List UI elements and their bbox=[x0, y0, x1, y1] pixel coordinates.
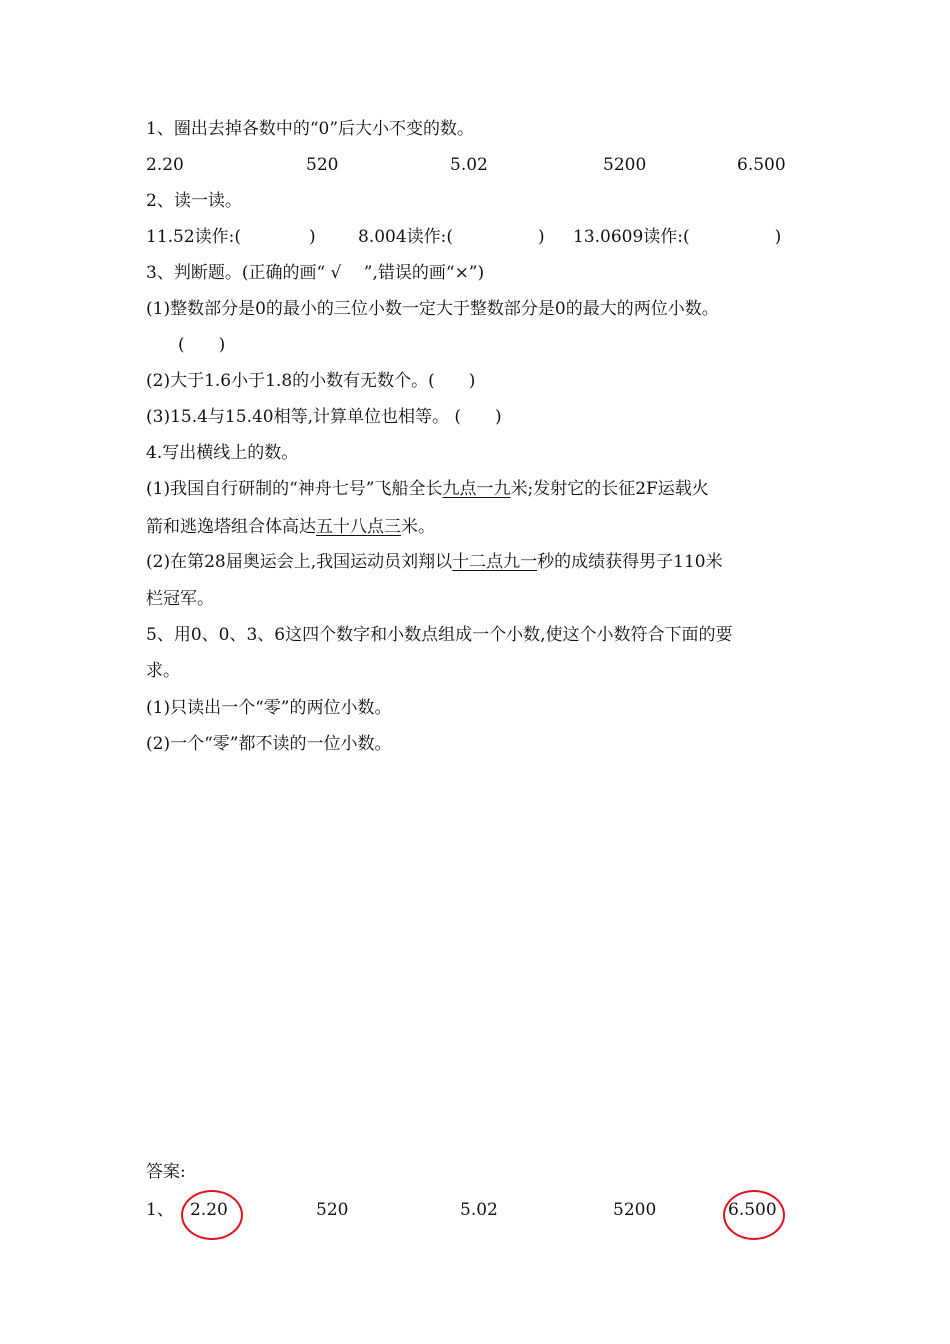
text: 米;发射它的长征2F运载火 bbox=[510, 479, 709, 499]
text: (2)在第28届奥运会上,我国运动员刘翔以 bbox=[146, 552, 453, 572]
q4-paragraph-2-line-1 bbox=[146, 551, 723, 573]
q3-title: 3、判断题。(正确的画“ √ ”,错误的画“×”) bbox=[146, 263, 485, 283]
q3-statement-2: (2)大于1.6小于1.8的小数有无数个。( ) bbox=[146, 371, 476, 391]
q5-requirement-2: (2)一个“零”都不读的一位小数。 bbox=[146, 734, 392, 754]
answer-title: 答案: bbox=[146, 1162, 186, 1182]
q4-paragraph-1-line-2 bbox=[146, 516, 435, 538]
answer-number-4: 5200 bbox=[613, 1200, 657, 1220]
q3-answer-paren: ( ) bbox=[178, 335, 226, 355]
q1-number-4: 5200 bbox=[603, 155, 647, 175]
q5-requirement-1: (1)只读出一个“零”的两位小数。 bbox=[146, 698, 392, 718]
answer-number-2: 520 bbox=[316, 1200, 349, 1220]
answer-number-label: 1、 bbox=[146, 1200, 174, 1220]
q4-paragraph-1-line-1 bbox=[146, 478, 709, 500]
q3-statement-3: (3)15.4与15.40相等,计算单位也相等。 ( ) bbox=[146, 407, 502, 427]
q2-title: 2、读一读。 bbox=[146, 191, 242, 211]
underlined-number: 十二点九一 bbox=[452, 552, 538, 572]
q1-number-2: 520 bbox=[306, 155, 339, 175]
answer-circle-1 bbox=[181, 1190, 243, 1240]
text: (1)我国自行研制的“神舟七号”飞船全长 bbox=[146, 479, 443, 499]
q5-title: 5、用0、0、3、6这四个数字和小数点组成一个小数,使这个小数符合下面的要 bbox=[146, 625, 733, 645]
answer-number-3: 5.02 bbox=[460, 1200, 498, 1220]
q1-number-3: 5.02 bbox=[450, 155, 488, 175]
q1-number-1: 2.20 bbox=[146, 155, 184, 175]
q2-item-2: 8.004读作:( ) bbox=[358, 227, 545, 247]
text: 箭和逃逸塔组合体高达 bbox=[146, 517, 316, 537]
q2-item-3: 13.0609读作:( ) bbox=[573, 227, 782, 247]
text: 米。 bbox=[401, 517, 435, 537]
q5-title-continued: 求。 bbox=[146, 661, 180, 681]
answer-circle-2 bbox=[723, 1190, 785, 1240]
q3-statement-1: (1)整数部分是0的最小的三位小数一定大于整数部分是0的最大的两位小数。 bbox=[146, 299, 719, 319]
underlined-number: 九点一九 bbox=[442, 479, 511, 499]
underlined-number: 五十八点三 bbox=[316, 517, 401, 537]
text: 秒的成绩获得男子110米 bbox=[537, 552, 723, 572]
q1-title: 1、圈出去掉各数中的“0”后大小不变的数。 bbox=[146, 119, 475, 139]
q2-item-1: 11.52读作:( ) bbox=[146, 227, 316, 247]
q4-title: 4.写出横线上的数。 bbox=[146, 443, 299, 463]
q1-number-5: 6.500 bbox=[737, 155, 786, 175]
answer-number-1: 2.20 bbox=[190, 1200, 228, 1220]
answer-number-5: 6.500 bbox=[728, 1200, 777, 1220]
q4-paragraph-2-line-2: 栏冠军。 bbox=[146, 589, 214, 609]
